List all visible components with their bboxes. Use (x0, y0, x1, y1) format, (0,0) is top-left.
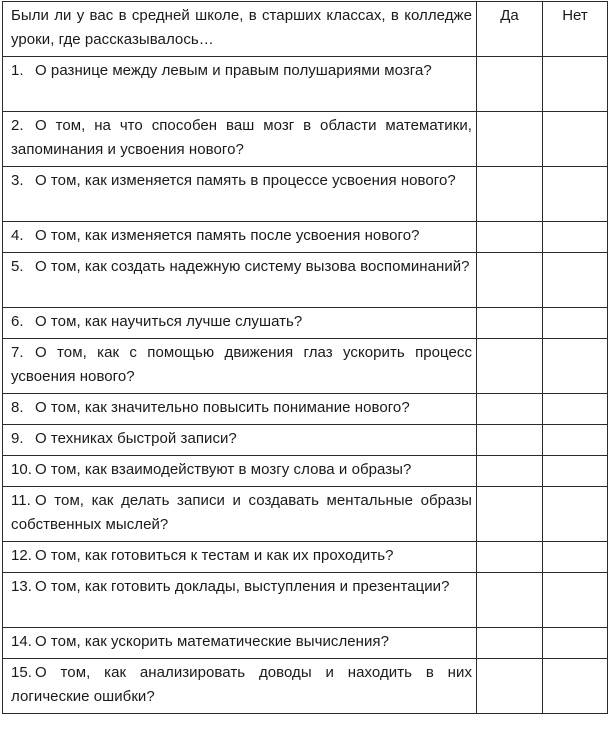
question-number: 7. (11, 344, 24, 361)
answer-no-cell[interactable] (543, 57, 608, 112)
answer-yes-cell[interactable] (477, 222, 543, 253)
question-number: 5. (11, 258, 24, 275)
question-row (3, 659, 608, 714)
answer-yes-cell[interactable] (477, 167, 543, 222)
question-row (3, 222, 608, 253)
question-text: О том, как готовить доклады, выступления и презентации? (35, 578, 450, 595)
answer-no-cell[interactable] (543, 542, 608, 573)
header-question-cell (3, 2, 477, 57)
question-text: О том, как ускорить математические вычисления? (35, 633, 389, 650)
answer-yes-cell[interactable] (477, 339, 543, 394)
header-question: Были ли у вас в средней школе, в старших классах, в колледже уроки, где рассказывалось… (11, 7, 472, 48)
question-text: О том, как изменяется память в процессе усвоения нового? (35, 172, 456, 189)
header-no: Нет (562, 7, 588, 24)
question-cell (3, 57, 477, 112)
answer-yes-cell[interactable] (477, 628, 543, 659)
question-cell (3, 425, 477, 456)
question-text: О разнице между левым и правым полушариями мозга? (35, 62, 432, 79)
answer-no-cell[interactable] (543, 253, 608, 308)
question-row (3, 425, 608, 456)
question-number: 12. (11, 547, 33, 564)
answer-no-cell[interactable] (543, 659, 608, 714)
question-number: 8. (11, 399, 24, 416)
question-number: 10. (11, 461, 33, 478)
question-number: 3. (11, 172, 24, 189)
question-cell (3, 573, 477, 628)
answer-yes-cell[interactable] (477, 425, 543, 456)
question-row (3, 628, 608, 659)
question-row (3, 573, 608, 628)
question-number: 4. (11, 227, 24, 244)
question-row (3, 542, 608, 573)
answer-no-cell[interactable] (543, 167, 608, 222)
answer-no-cell[interactable] (543, 487, 608, 542)
question-row (3, 456, 608, 487)
header-no-cell (543, 2, 608, 57)
question-row (3, 167, 608, 222)
question-text: О том, как значительно повысить понимание нового? (35, 399, 410, 416)
answer-yes-cell[interactable] (477, 487, 543, 542)
answer-no-cell[interactable] (543, 456, 608, 487)
question-row (3, 308, 608, 339)
question-number: 11. (11, 492, 31, 509)
question-cell (3, 542, 477, 573)
answer-yes-cell[interactable] (477, 253, 543, 308)
question-row (3, 394, 608, 425)
question-row (3, 339, 608, 394)
question-text: О техниках быстрой записи? (35, 430, 237, 447)
question-row (3, 112, 608, 167)
answer-no-cell[interactable] (543, 573, 608, 628)
question-text: О том, как с помощью движения глаз ускорить процесс усвоения нового? (11, 344, 472, 385)
question-row (3, 253, 608, 308)
question-text: О том, как взаимодействуют в мозгу слова и образы? (35, 461, 412, 478)
answer-no-cell[interactable] (543, 339, 608, 394)
answer-yes-cell[interactable] (477, 394, 543, 425)
question-text: О том, как создать надежную систему вызова воспоминаний? (35, 258, 470, 275)
question-number: 9. (11, 430, 24, 447)
question-number: 13. (11, 578, 33, 595)
question-cell (3, 112, 477, 167)
answer-no-cell[interactable] (543, 112, 608, 167)
answer-yes-cell[interactable] (477, 456, 543, 487)
question-cell (3, 659, 477, 714)
question-cell (3, 394, 477, 425)
question-text: О том, на что способен ваш мозг в области математики, запоминания и усвоения нового? (11, 117, 472, 158)
answer-yes-cell[interactable] (477, 542, 543, 573)
question-cell (3, 628, 477, 659)
header-row (3, 2, 608, 57)
answer-yes-cell[interactable] (477, 659, 543, 714)
answer-yes-cell[interactable] (477, 57, 543, 112)
question-cell (3, 167, 477, 222)
question-number: 2. (11, 117, 24, 134)
question-text: О том, как научиться лучше слушать? (35, 313, 303, 330)
question-text: О том, как изменяется память после усвоения нового? (35, 227, 420, 244)
question-row (3, 487, 608, 542)
question-number: 1. (11, 62, 24, 79)
question-text: О том, как готовиться к тестам и как их проходить? (35, 547, 394, 564)
question-cell (3, 339, 477, 394)
answer-yes-cell[interactable] (477, 308, 543, 339)
answer-no-cell[interactable] (543, 425, 608, 456)
question-number: 6. (11, 313, 24, 330)
question-number: 15. (11, 664, 33, 681)
header-yes: Да (500, 7, 519, 24)
header-yes-cell (477, 2, 543, 57)
answer-no-cell[interactable] (543, 394, 608, 425)
question-text: О том, как делать записи и создавать ментальные образы собственных мыслей? (11, 492, 472, 533)
answer-no-cell[interactable] (543, 308, 608, 339)
question-text: О том, как анализировать доводы и находить в них логические ошибки? (11, 664, 472, 705)
question-cell (3, 487, 477, 542)
answer-no-cell[interactable] (543, 628, 608, 659)
answer-no-cell[interactable] (543, 222, 608, 253)
question-cell (3, 308, 477, 339)
answer-yes-cell[interactable] (477, 573, 543, 628)
question-number: 14. (11, 633, 33, 650)
question-cell (3, 222, 477, 253)
survey-table (2, 1, 608, 714)
question-cell (3, 253, 477, 308)
question-row (3, 57, 608, 112)
question-cell (3, 456, 477, 487)
answer-yes-cell[interactable] (477, 112, 543, 167)
